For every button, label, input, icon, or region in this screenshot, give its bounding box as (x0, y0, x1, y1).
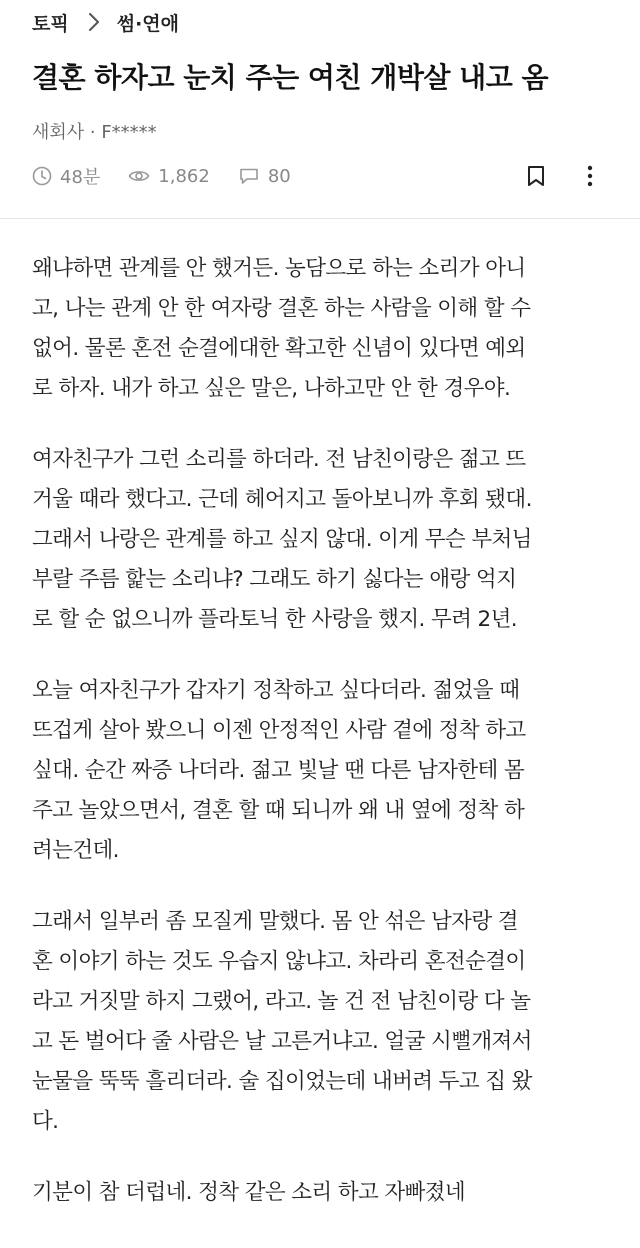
post-time (32, 163, 100, 189)
text-line: 그래서 일부러 좀 모질게 말했다. 몸 안 섞은 남자랑 결 (32, 909, 518, 934)
breadcrumb-topic-link[interactable]: 토픽 (32, 12, 69, 35)
paragraph (32, 902, 608, 1142)
text-line: 부랄 주름 핥는 소리냐? 그래도 하기 싫다는 애랑 억지 (32, 567, 517, 592)
text-line: 혼 이야기 하는 것도 우습지 않냐고. 차라리 혼전순결이 (32, 949, 526, 974)
text-line: 고, 나는 관계 안 한 여자랑 결혼 하는 사람을 이해 할 수 (32, 296, 531, 321)
text-line: 로 할 순 없으니까 플라토닉 한 사랑을 했지. 무려 2년. (32, 607, 518, 632)
post-comments-value: 80 (267, 165, 291, 187)
text-line: 고 돈 벌어다 줄 사람은 날 고른거냐고. 얼굴 시뻘개져서 (32, 1029, 532, 1054)
text-line: 오늘 여자친구가 갑자기 정착하고 싶다더라. 젊었을 때 (32, 678, 520, 703)
post-time-value: 48분 (60, 167, 101, 188)
post-views-value: 1,862 (158, 165, 210, 187)
chevron-right-icon (83, 13, 105, 31)
clock-icon (32, 166, 52, 186)
text-line: 그래서 나랑은 관계를 하고 싶지 않대. 이게 무슨 부처님 (32, 527, 532, 552)
post-title: 결혼 하자고 눈치 주는 여친 개박살 내고 옴 (32, 61, 549, 94)
text-line: 왜냐하면 관계를 안 했거든. 농담으로 하는 소리가 아니 (32, 256, 526, 281)
paragraph (32, 440, 608, 640)
bookmark-icon (527, 165, 545, 187)
post-comments[interactable] (238, 166, 291, 187)
text-line: 없어. 물론 혼전 순결에대한 확고한 신념이 있다면 예외 (32, 336, 526, 361)
post-author[interactable]: 새회사 · F***** (32, 122, 157, 143)
text-line: 라고 거짓말 하지 그랬어, 라고. 놀 건 전 남친이랑 다 놀 (32, 989, 531, 1014)
breadcrumb (32, 0, 608, 44)
text-line: 싶대. 순간 짜증 나더라. 젊고 빛날 땐 다른 남자한테 몸 (32, 758, 525, 783)
paragraph (32, 671, 608, 871)
post-views (128, 166, 210, 187)
bookmark-button[interactable] (518, 158, 554, 194)
post-actions (500, 158, 608, 194)
text-line: 다. (32, 1109, 59, 1134)
text-line: 주고 놀았으면서, 결혼 할 때 되니까 왜 내 옆에 정착 하 (32, 798, 525, 823)
post-meta (32, 156, 608, 196)
text-line: 로 하자. 내가 하고 싶은 말은, 나하고만 안 한 경우야. (32, 376, 511, 401)
post-body (0, 219, 640, 1213)
comment-icon (238, 166, 260, 186)
post-header (0, 0, 640, 196)
breadcrumb-category-link[interactable]: 썸·연애 (116, 12, 179, 35)
text-line: 여자친구가 그런 소리를 하더라. 전 남친이랑은 젊고 뜨 (32, 447, 526, 472)
eye-icon (128, 166, 150, 186)
text-line: 거울 때라 했다고. 근데 헤어지고 돌아보니까 후회 됐대. (32, 487, 532, 512)
paragraph (32, 1173, 608, 1213)
text-line: 뜨겁게 살아 봤으니 이젠 안정적인 사람 곁에 정착 하고 (32, 718, 526, 743)
text-line: 려는건데. (32, 838, 119, 863)
text-line: 기분이 참 더럽네. 정착 같은 소리 하고 자빠졌네 (32, 1180, 466, 1205)
text-line: 눈물을 뚝뚝 흘리더라. 술 집이었는데 내버려 두고 집 왔 (32, 1069, 532, 1094)
more-options-button[interactable] (572, 158, 608, 194)
more-vertical-icon (587, 165, 593, 187)
paragraph (32, 249, 608, 409)
